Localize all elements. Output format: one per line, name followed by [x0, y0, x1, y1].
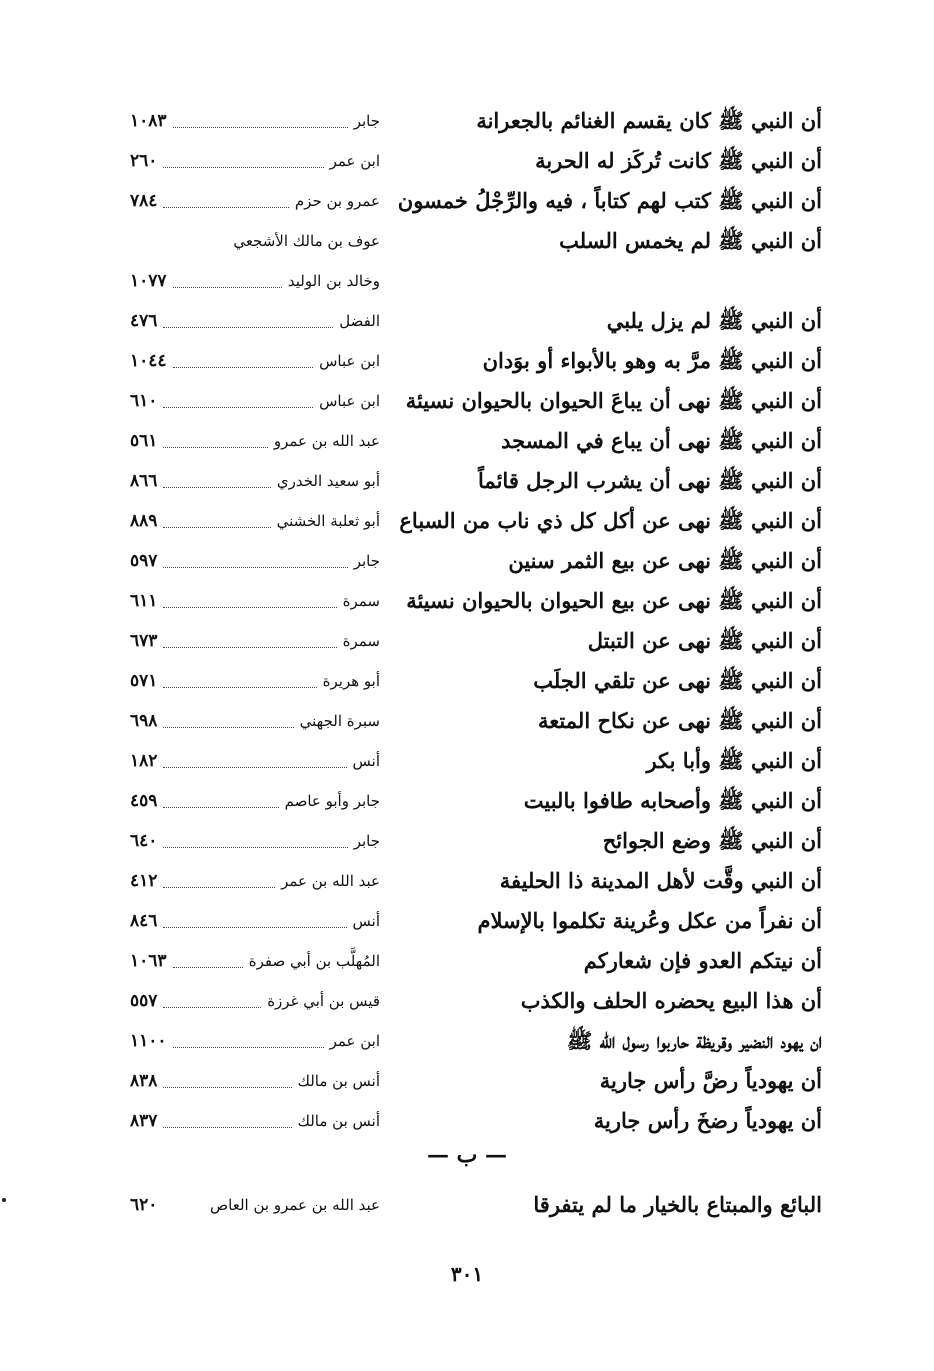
table-row [0, 502, 934, 540]
page-ref: ١٨٢ [130, 751, 158, 771]
narrator-cell [130, 742, 380, 780]
page-ref: ٦٢٠ [130, 1195, 158, 1215]
narrator-name: جابر [353, 552, 380, 570]
leader-dots [163, 302, 333, 328]
hadith-text: أن النبي ﷺ نهى أن يباع في المسجد [501, 428, 822, 453]
page-number: ٣٠١ [450, 1262, 484, 1286]
page-ref: ٥٦١ [130, 431, 158, 451]
scan-dot [2, 1198, 6, 1202]
hadith-text: ان يهود النضير وقريظة حاربوا رسول الله ﷺ [566, 1028, 822, 1053]
page-ref: ٥٧١ [130, 671, 158, 691]
table-row [0, 1062, 934, 1100]
narrator-name: وخالد بن الوليد [287, 272, 380, 290]
narrator-name: أبو سعيد الخدري [276, 472, 380, 490]
hadith-text: أن النبي ﷺ كتب لهم كتاباً ، فيه والرِّجْلُ خمسون [397, 188, 822, 213]
leader-dots [163, 382, 313, 408]
narrator-name: الفضل [339, 312, 380, 330]
leader-dots [163, 702, 293, 728]
hadith-text: البائع والمبتاع بالخيار ما لم يتفرقا [533, 1192, 822, 1217]
leader-dots [163, 502, 270, 528]
page-ref: ٤٥٩ [130, 791, 158, 811]
page-ref: ٤١٢ [130, 871, 158, 891]
narrator-cell [130, 1062, 380, 1100]
table-row [0, 542, 934, 580]
table-row [0, 1022, 934, 1060]
narrator-name: أنس بن مالك [297, 1112, 380, 1130]
leader-dots [163, 902, 346, 928]
hadith-text: أن النبي ﷺ نهى عن بيع الثمر سنين [508, 548, 822, 573]
table-row [0, 662, 934, 700]
page-ref: ٦٤٠ [130, 831, 158, 851]
narrator-cell [130, 822, 380, 860]
narrator-cell [130, 942, 380, 980]
page-ref: ٨٨٩ [130, 511, 158, 531]
hadith-text: أن نيتكم العدو فإن شعاركم [583, 948, 822, 973]
narrator-cell [130, 702, 380, 740]
narrator-name: ابن عمر [329, 152, 380, 170]
narrator-name: جابر [353, 112, 380, 130]
narrator-name: سمرة [342, 592, 380, 610]
page-ref: ٨٤٦ [130, 911, 158, 931]
hadith-text: أن النبي ﷺ لم يخمس السلب [559, 228, 822, 253]
narrator-cell [130, 1022, 380, 1060]
narrator-name: المُهلَّب بن أبي صفرة [248, 952, 380, 970]
narrator-name: أبو هريرة [322, 672, 380, 690]
table-row [0, 462, 934, 500]
page-ref: ٧٨٤ [130, 191, 158, 211]
hadith-text: أن النبي ﷺ نهى عن نكاح المتعة [538, 708, 822, 733]
hadith-text: أن النبي ﷺ وضع الجوائح [602, 828, 822, 853]
leader-dots [163, 462, 270, 488]
page-ref: ١٠٦٣ [130, 951, 167, 971]
leader-dots [163, 182, 288, 208]
narrator-cell [130, 622, 380, 660]
leader-dots [163, 422, 267, 448]
hadith-text: أن هذا البيع يحضره الحلف والكذب [520, 988, 822, 1013]
leader-dots [163, 1102, 291, 1128]
hadith-text: أن يهودياً رضخَ رأس جارية [593, 1108, 822, 1133]
hadith-text: أن النبي ﷺ نهى أن يباعَ الحيوان بالحيوان نسيئة [405, 388, 822, 413]
narrator-cell [130, 902, 380, 940]
hadith-text: أن يهودياً رضَّ رأس جارية [599, 1068, 822, 1093]
table-row [0, 902, 934, 940]
page-ref: ١٠٧٧ [130, 271, 167, 291]
narrator-cell [130, 222, 380, 260]
narrator-cell [130, 382, 380, 420]
page-ref: ٦١٠ [130, 391, 158, 411]
page-ref: ٨٣٧ [130, 1111, 158, 1131]
hadith-text: أن النبي ﷺ نهى عن التبتل [587, 628, 822, 653]
table-row [0, 702, 934, 740]
narrator-name: عبد الله بن عمرو [273, 432, 380, 450]
narrator-cell [130, 462, 380, 500]
leader-dots [173, 942, 243, 968]
leader-dots [173, 262, 282, 288]
page-ref: ٦١١ [130, 591, 158, 611]
leader-dots [136, 222, 227, 248]
leader-dots [163, 822, 347, 848]
table-row [0, 782, 934, 820]
page-ref: ٥٥٧ [130, 991, 158, 1011]
narrator-cell [130, 262, 380, 300]
leader-dots [163, 862, 275, 888]
narrator-name: قيس بن أبي غرزة [267, 992, 380, 1010]
hadith-text: أن النبي ﷺ نهى عن أكل كل ذي ناب من السباع [399, 508, 822, 533]
narrator-name: أنس [352, 752, 380, 770]
hadith-text: أن النبي ﷺ لم يزل يلبي [606, 308, 822, 333]
narrator-name: عمرو بن حزم [294, 192, 380, 210]
narrator-cell [130, 582, 380, 620]
leader-dots [163, 742, 346, 768]
leader-dots [173, 102, 348, 128]
table-row [0, 222, 934, 260]
page-ref: ٤٧٦ [130, 311, 158, 331]
leader-dots [163, 582, 336, 608]
table-row [0, 942, 934, 980]
narrator-name: عبد الله بن عمر [281, 872, 380, 890]
narrator-cell [130, 302, 380, 340]
leader-dots [163, 782, 278, 808]
table-row [0, 982, 934, 1020]
narrator-name: ابن عمر [329, 1032, 380, 1050]
hadith-text: أن النبي ﷺ مرَّ به وهو بالأبواء أو بوَدان [482, 348, 822, 373]
page-ref: ٢٦٠ [130, 151, 158, 171]
narrator-cell [130, 982, 380, 1020]
page-ref: ٨٣٨ [130, 1071, 158, 1091]
page-ref: ١١٠٠ [130, 1031, 167, 1051]
leader-dots [163, 1062, 291, 1088]
narrator-cell [130, 862, 380, 900]
table-row [0, 102, 934, 140]
page-ref: ٨٦٦ [130, 471, 158, 491]
narrator-cell [130, 782, 380, 820]
narrator-cell [130, 542, 380, 580]
leader-dots [163, 622, 336, 648]
hadith-text: أن النبي وقَّت لأهل المدينة ذا الحليفة [499, 868, 822, 893]
hadith-text: أن النبي ﷺ كان يقسم الغنائم بالجعرانة [476, 108, 822, 133]
leader-dots [163, 142, 323, 168]
page-ref: ٦٩٨ [130, 711, 158, 731]
table-row [0, 1102, 934, 1140]
narrator-name: عبد الله بن عمرو بن العاص [210, 1196, 380, 1214]
section-letter: — ب — [426, 1142, 508, 1168]
hadith-text: أن النبي ﷺ نهى عن بيع الحيوان بالحيوان نسيئة [406, 588, 822, 613]
table-row [0, 262, 934, 300]
leader-dots [173, 1022, 324, 1048]
page-ref: ٦٧٣ [130, 631, 158, 651]
narrator-name: سمرة [342, 632, 380, 650]
table-row [0, 822, 934, 860]
narrator-cell [130, 662, 380, 700]
narrator-name: ابن عباس [319, 392, 380, 410]
narrator-cell [130, 342, 380, 380]
table-row [0, 862, 934, 900]
narrator-cell [130, 142, 380, 180]
last-entry-row [0, 1186, 934, 1224]
narrator-name: جابر وأبو عاصم [284, 792, 380, 810]
narrator-cell [130, 422, 380, 460]
table-row [0, 302, 934, 340]
table-row [0, 142, 934, 180]
narrator-name: أنس بن مالك [297, 1072, 380, 1090]
narrator-name: ابن عباس [319, 352, 380, 370]
leader-dots [173, 342, 314, 368]
page-ref: ١٠٨٣ [130, 111, 167, 131]
narrator-cell [130, 1102, 380, 1140]
hadith-text: أن النبي ﷺ كانت تُركَز له الحربة [535, 148, 822, 173]
narrator-name: جابر [353, 832, 380, 850]
narrator-name: عوف بن مالك الأشجعي [233, 232, 380, 250]
hadith-text: أن النبي ﷺ نهى أن يشرب الرجل قائماً [478, 468, 822, 493]
hadith-text: أن النبي ﷺ نهى عن تلقي الجلَب [533, 668, 822, 693]
leader-dots [163, 982, 261, 1008]
narrator-cell [130, 502, 380, 540]
page-ref: ١٠٤٤ [130, 351, 167, 371]
leader-dots [163, 662, 316, 688]
table-row [0, 382, 934, 420]
narrator-cell [130, 102, 380, 140]
table-row [0, 622, 934, 660]
table-row [0, 182, 934, 220]
hadith-text: أن النبي ﷺ وأبا بكر [646, 748, 822, 773]
leader-dots [163, 542, 347, 568]
table-row [0, 742, 934, 780]
narrator-name: أنس [352, 912, 380, 930]
narrator-cell [130, 1186, 380, 1224]
hadith-text: أن النبي ﷺ وأصحابه طافوا بالبيت [523, 788, 822, 813]
hadith-text: أن نفراً من عكل وعُرينة تكلموا بالإسلام [477, 908, 822, 933]
page-ref: ٥٩٧ [130, 551, 158, 571]
narrator-name: سبرة الجهني [299, 712, 380, 730]
table-row [0, 422, 934, 460]
narrator-cell [130, 182, 380, 220]
narrator-name: أبو ثعلبة الخشني [276, 512, 380, 530]
table-row [0, 342, 934, 380]
table-row [0, 582, 934, 620]
